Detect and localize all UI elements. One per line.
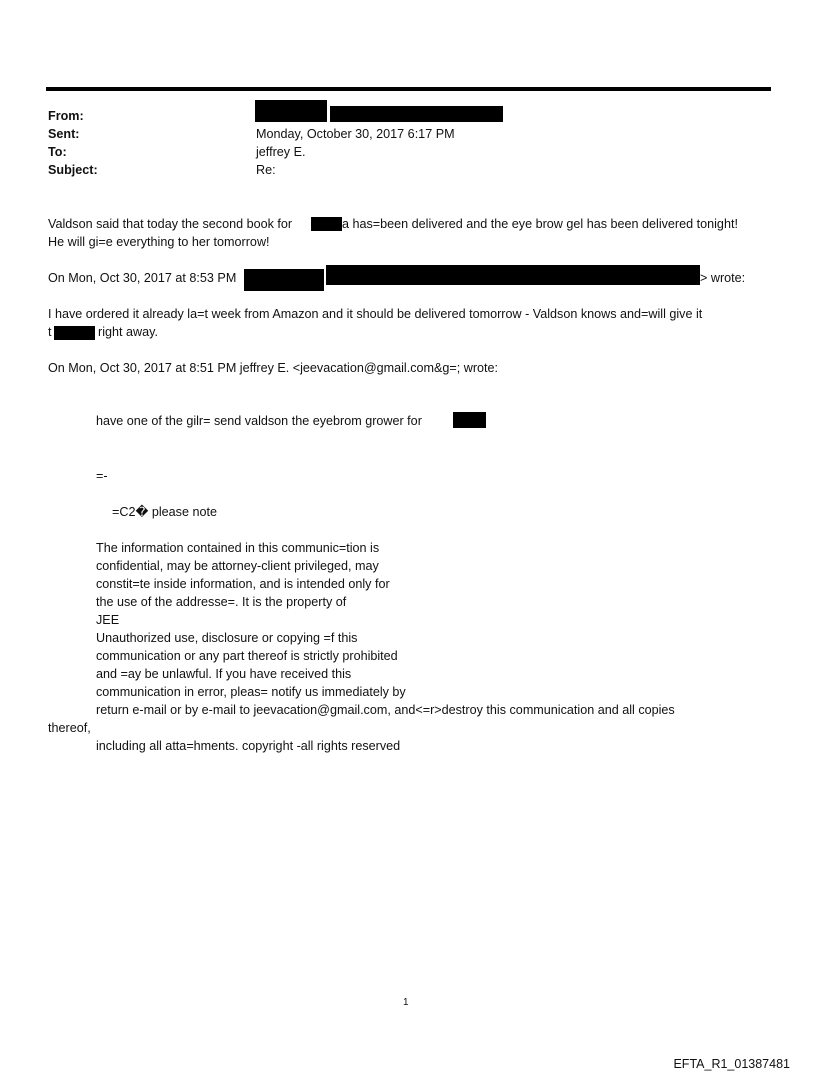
sender-email-redaction xyxy=(326,265,700,285)
from-redaction xyxy=(255,100,327,122)
sent-label: Sent: xyxy=(48,127,80,141)
recipient-redaction xyxy=(54,326,95,340)
sent-value: Monday, October 30, 2017 6:17 PM xyxy=(256,127,455,141)
quote-header-2: On Mon, Oct 30, 2017 at 8:51 PM jeffrey E. <jeevacation@gmail.com&g=; wrote: xyxy=(48,361,499,375)
sender-name-redaction xyxy=(244,269,324,291)
subject-label: Subject: xyxy=(48,163,98,177)
please-note: =C2� please note xyxy=(112,505,217,519)
quoted-name-redaction xyxy=(453,412,486,428)
body-p1-line2: He will gi=e everything to her tomorrow! xyxy=(48,235,270,249)
disclaimer-line: communication in error, pleas= notify us immediately by xyxy=(96,685,406,699)
subject-value: Re: xyxy=(256,163,276,177)
body-p2-line2-end: right away. xyxy=(98,325,158,339)
disclaimer-line: including all atta=hments. copyright -all rights reserved xyxy=(96,739,401,753)
disclaimer-line: JEE xyxy=(96,613,120,627)
disclaimer-line: the use of the addresse=. It is the property of xyxy=(96,595,347,609)
separator-text: =- xyxy=(96,469,108,483)
disclaimer-line: confidential, may be attorney-client privileged, may xyxy=(96,559,379,573)
from-email-redaction xyxy=(330,106,503,122)
from-label: From: xyxy=(48,109,84,123)
quoted-message: have one of the gilr= send valdson the eyebrom grower for xyxy=(96,414,422,428)
body-p1-end: a has=been delivered and the eye brow gel has been delivered tonight! xyxy=(342,217,738,231)
to-label: To: xyxy=(48,145,67,159)
disclaimer-line: communication or any part thereof is strictly prohibited xyxy=(96,649,398,663)
body-p1-start: Valdson said that today the second book for xyxy=(48,217,293,231)
top-rule xyxy=(46,87,771,91)
quote-header-1: On Mon, Oct 30, 2017 at 8:53 PM xyxy=(48,271,237,285)
disclaimer-line: and =ay be unlawful. If you have received this xyxy=(96,667,352,681)
disclaimer-line: return e-mail or by e-mail to jeevacation@gmail.com, and<=r>destroy this communication and all copies xyxy=(96,703,675,717)
disclaimer-wrap: thereof, xyxy=(48,721,91,735)
disclaimer-line: constit=te inside information, and is intended only for xyxy=(96,577,390,591)
name-redaction xyxy=(311,217,342,231)
quote-header-1-end: > wrote: xyxy=(700,271,746,285)
to-value: jeffrey E. xyxy=(256,145,306,159)
body-p2-line2-start: t xyxy=(48,325,52,339)
body-p2-line1: I have ordered it already la=t week from Amazon and it should be delivered tomorrow - Valdson knows and=will give it xyxy=(48,307,703,321)
document-id: EFTA_R1_01387481 xyxy=(673,1057,790,1071)
disclaimer-line: The information contained in this communic=tion is xyxy=(96,541,380,555)
page-number: 1 xyxy=(403,997,409,1008)
disclaimer-line: Unauthorized use, disclosure or copying =f this xyxy=(96,631,358,645)
